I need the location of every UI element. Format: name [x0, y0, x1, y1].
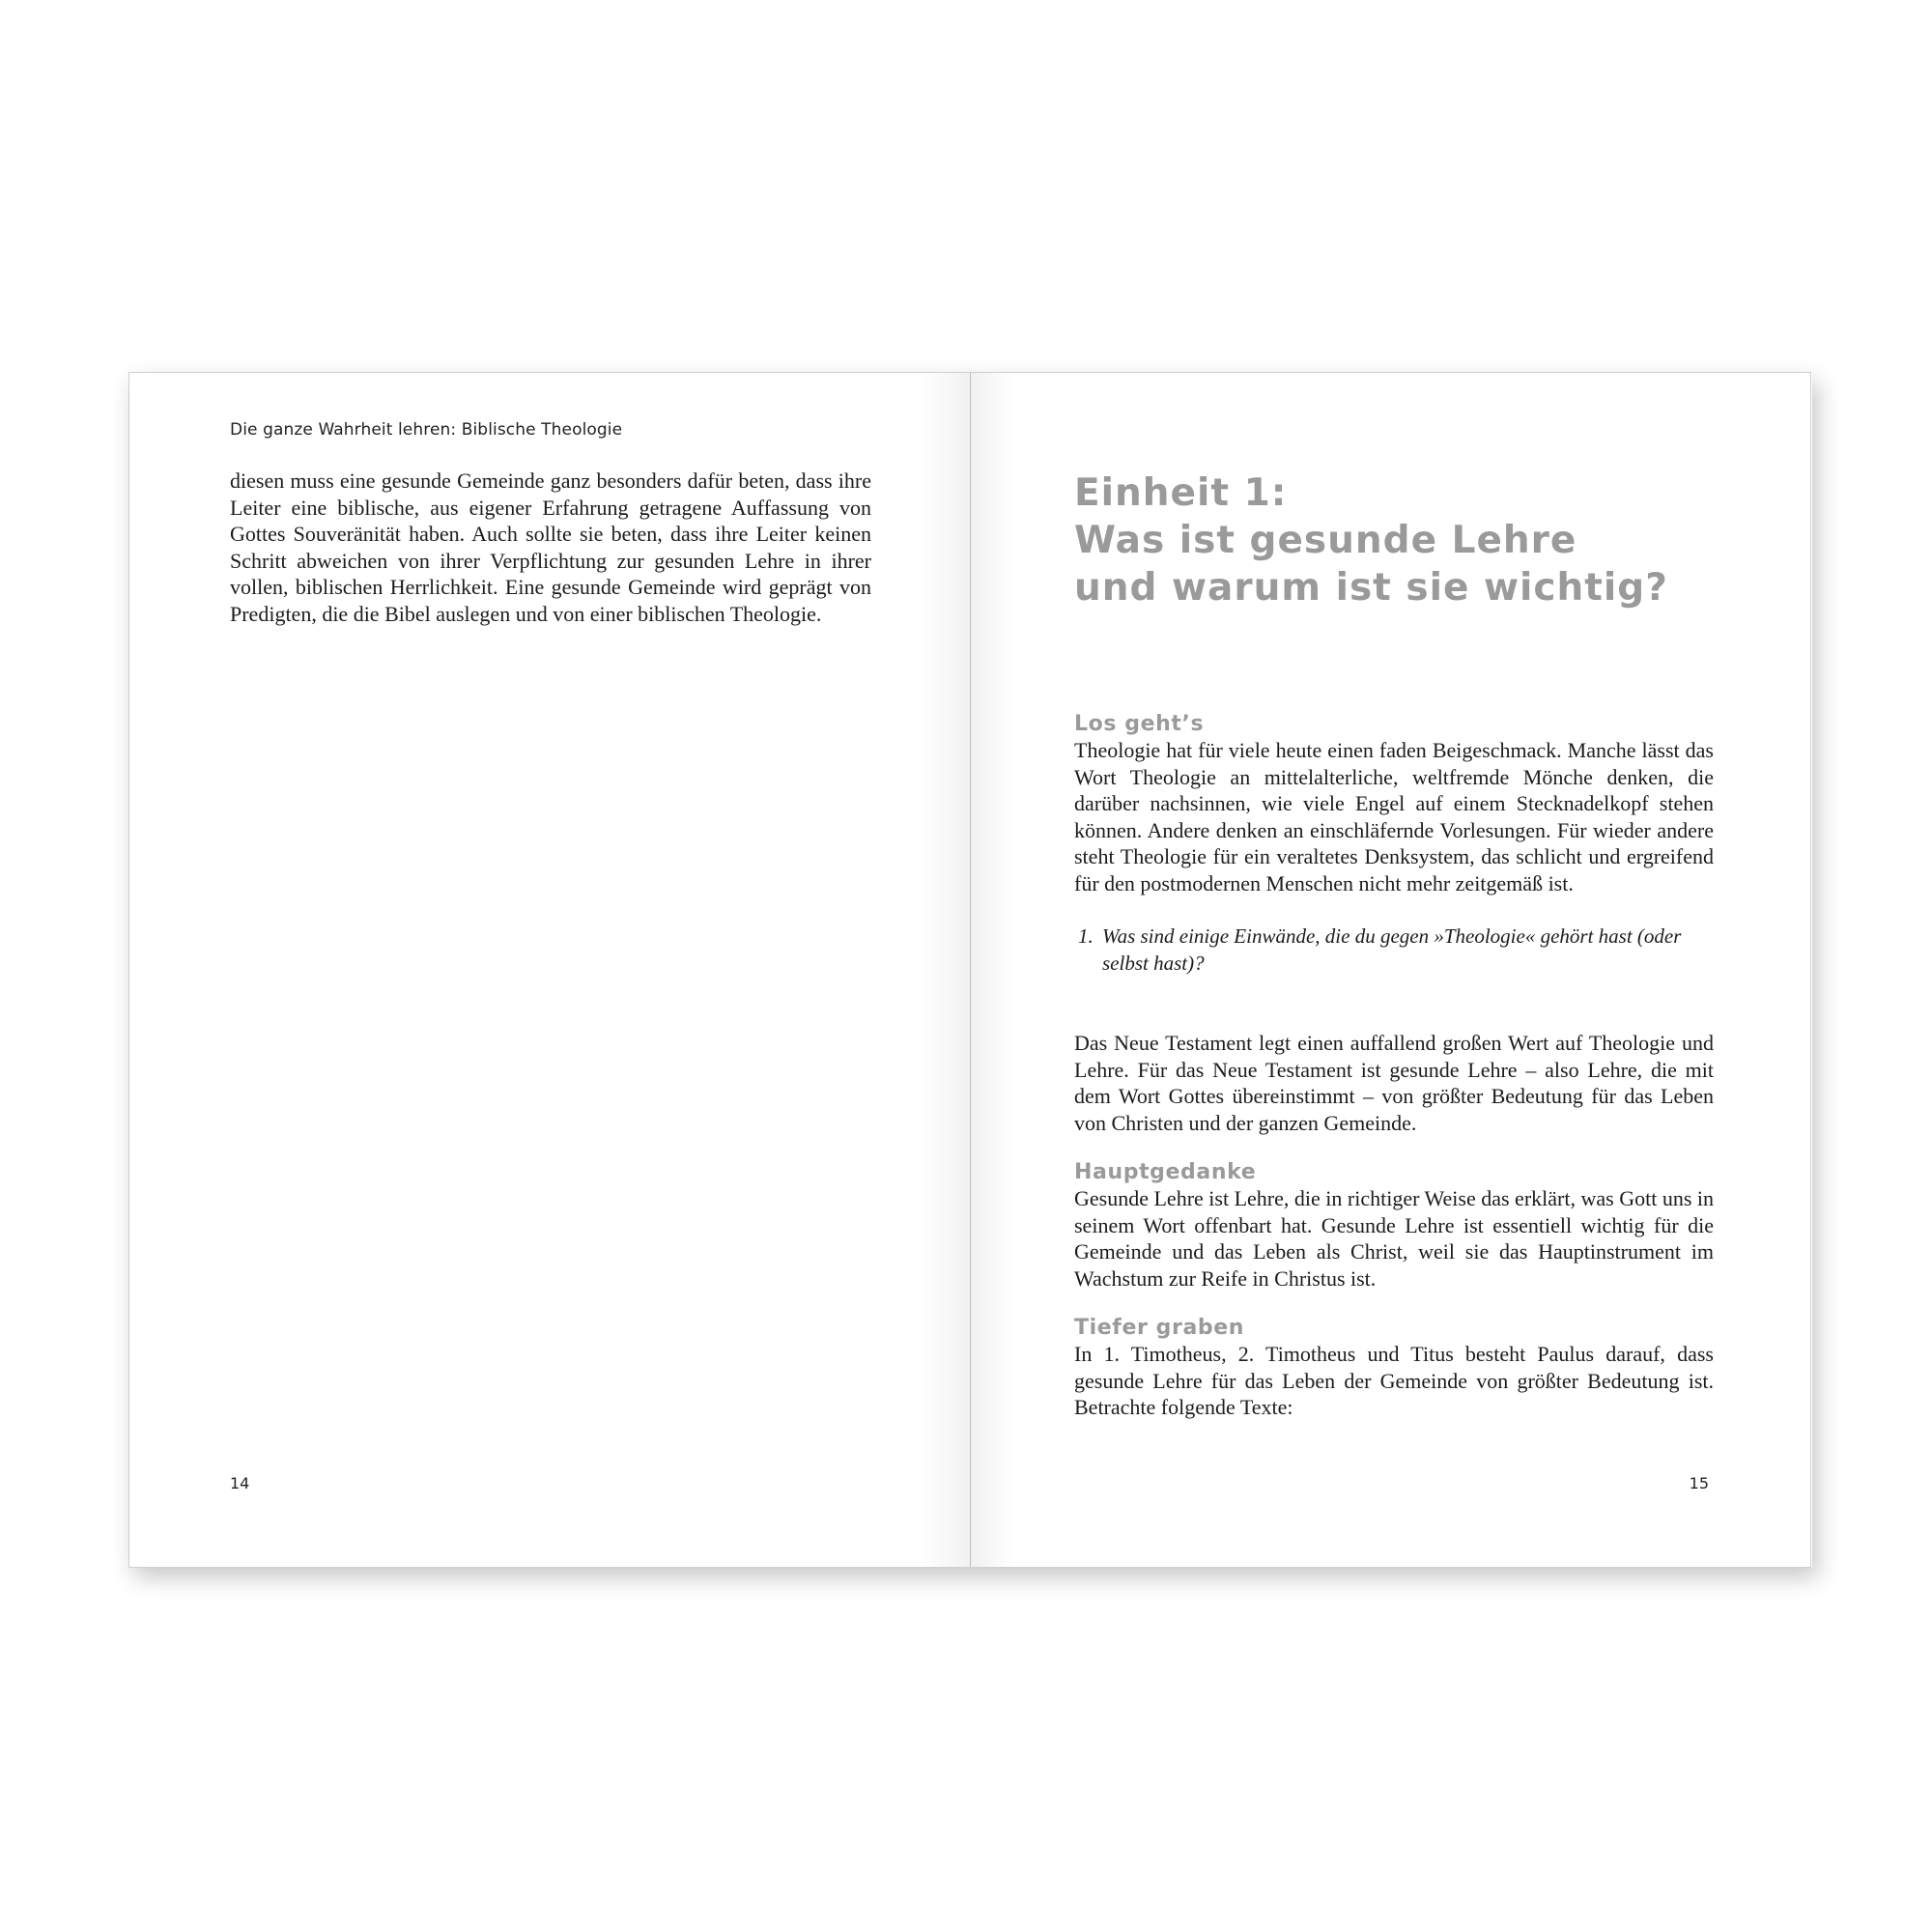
section-paragraph: Theologie hat für viele heute einen faden Beigeschmack. Manche lässt das Wort Theologie an mittelalterliche, weltfremde Mönche denken, die darüber nachsinnen, wie viele Engel auf einem Stecknadelkopf stehen können. Andere denken an einschläfernde Vorlesungen. Für wieder andere steht Theologie für ein veraltetes Denksystem, das schlicht und ergreifend für den postmodernen Menschen nicht mehr zeitgemäß ist.	[1074, 738, 1714, 895]
chapter-title	[1074, 469, 1702, 611]
question-item	[1074, 923, 1714, 977]
body-paragraph: diesen muss eine gesunde Gemeinde ganz besonders dafür beten, dass ihre Leiter eine biblische, aus eigener Erfahrung getragene Auffassung von Gottes Souveränität haben. Auch sollte sie beten, dass ihre Leiter keinen Schritt abweichen von ihrer Verpflichtung zur gesunden Lehre in ihrer vollen, biblischen Herrlichkeit. Eine gesunde Gemeinde wird geprägt von Predigten, die die Bibel auslegen und von einer biblischen Theologie.	[230, 469, 871, 626]
page-number: 15	[1689, 1474, 1709, 1492]
left-page	[128, 372, 970, 1568]
question-text: Was sind einige Einwände, die du gegen »Theologie« gehört hast (oder selbst hast)?	[1102, 924, 1682, 975]
right-page	[970, 372, 1811, 1568]
spacer	[1074, 1136, 1714, 1159]
right-page-content	[1074, 711, 1714, 1421]
answer-space	[1074, 977, 1714, 1030]
chapter-title-line: Einheit 1:	[1074, 471, 1288, 515]
section-heading-tiefer-graben: Tiefer graben	[1074, 1316, 1245, 1340]
spacer	[1074, 1292, 1714, 1315]
section-heading-los-gehts: Los geht’s	[1074, 712, 1205, 736]
running-head: Die ganze Wahrheit lehren: Biblische Theologie	[230, 420, 623, 440]
intro-paragraph: Das Neue Testament legt einen auffallend großen Wert auf Theologie und Lehre. Für das Neue Testament ist gesunde Lehre – also Lehre, die mit dem Wort Gottes übereinstimmt – von größter Bedeutung für das Leben von Christen und der ganzen Gemeinde.	[1074, 1031, 1714, 1135]
section-heading-hauptgedanke: Hauptgedanke	[1074, 1160, 1257, 1184]
section-paragraph: Gesunde Lehre ist Lehre, die in richtiger Weise das erklärt, was Gott uns in seinem Wort offenbart hat. Gesunde Lehre ist essentiell wichtig für die Gemeinde und das Leben als Christ, weil sie das Hauptinstrument im Wachstum zur Reife in Christus ist.	[1074, 1186, 1714, 1291]
book-spread	[128, 372, 1812, 1568]
chapter-title-line: Was ist gesunde Lehre	[1074, 519, 1577, 562]
question-number: 1.	[1078, 924, 1094, 948]
chapter-title-line: und warum ist sie wichtig?	[1074, 566, 1668, 610]
page-number: 14	[230, 1474, 250, 1492]
section-paragraph: In 1. Timotheus, 2. Timotheus und Titus besteht Paulus darauf, dass gesunde Lehre für das Leben der Gemeinde von größter Bedeutung ist. Betrachte folgende Texte:	[1074, 1342, 1714, 1419]
